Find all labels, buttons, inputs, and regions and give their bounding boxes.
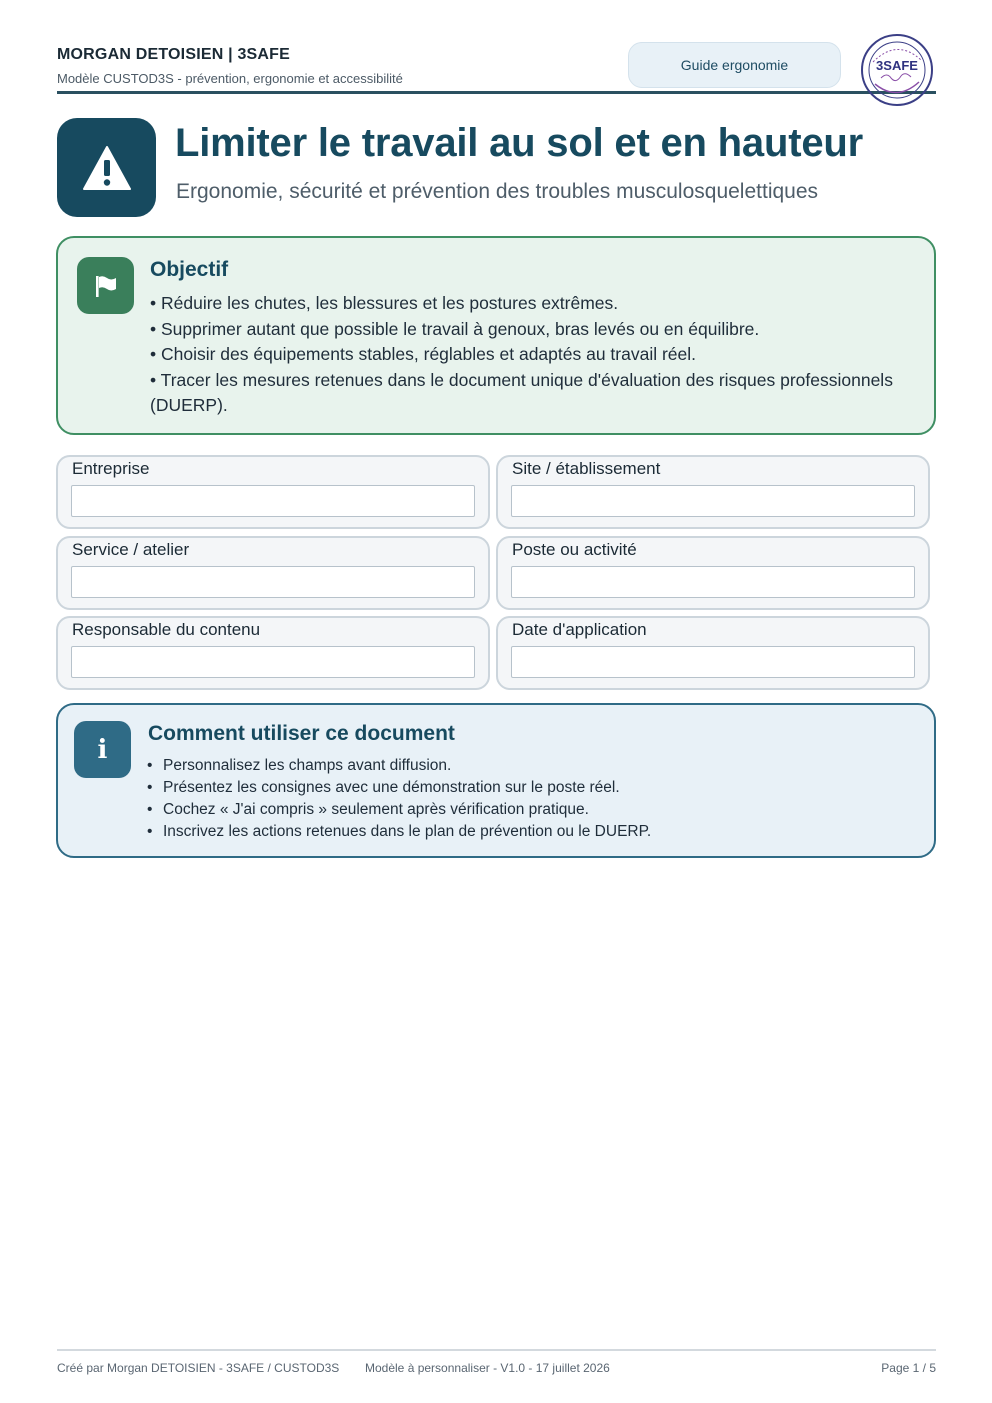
objective-list — [150, 291, 910, 419]
page-header — [57, 40, 936, 94]
field-responsable — [56, 616, 490, 690]
usage-info-box — [56, 703, 936, 858]
company-stamp-logo — [859, 32, 935, 108]
field-label: Entreprise — [72, 459, 150, 478]
guide-badge: Guide ergonomie — [628, 42, 841, 88]
info-list — [147, 755, 907, 843]
info-icon: i — [74, 721, 131, 778]
list-item: • Inscrivez les actions retenues dans le plan de prévention ou le DUERP. — [147, 821, 907, 843]
list-item: • Tracer les mesures retenues dans le document unique d'évaluation des risques professionnels (DUERP). — [150, 369, 893, 415]
poste-input[interactable] — [511, 566, 915, 598]
field-site — [496, 455, 930, 529]
field-label: Service / atelier — [72, 540, 190, 559]
field-service — [56, 536, 490, 610]
footer-credit: Créé par Morgan DETOISIEN - 3SAFE / CUSTOD3S — [57, 1361, 340, 1375]
list-item: • Choisir des équipements stables, réglables et adaptés au travail réel. — [150, 344, 697, 364]
objective-title: Objectif — [150, 258, 229, 281]
footer-divider — [57, 1349, 936, 1351]
date-input[interactable] — [511, 646, 915, 678]
site-input[interactable] — [511, 485, 915, 517]
responsable-input[interactable] — [71, 646, 475, 678]
field-date — [496, 616, 930, 690]
service-input[interactable] — [71, 566, 475, 598]
field-label: Poste ou activité — [512, 540, 637, 559]
page-number: Page 1 / 5 — [881, 1361, 936, 1375]
page-subtitle: Ergonomie, sécurité et prévention des troubles musculosquelettiques — [176, 180, 819, 203]
footer-version: Modèle à personnaliser - V1.0 - 17 juillet 2026 — [365, 1361, 610, 1375]
list-item: • Personnalisez les champs avant diffusion. — [147, 755, 907, 777]
info-title: Comment utiliser ce document — [148, 722, 455, 745]
entreprise-input[interactable] — [71, 485, 475, 517]
list-item: • Supprimer autant que possible le travail à genoux, bras levés ou en équilibre. — [150, 318, 760, 339]
field-label: Site / établissement — [512, 459, 661, 478]
objective-box — [56, 236, 936, 435]
field-poste — [496, 536, 930, 610]
page-title: Limiter le travail au sol et en hauteur — [175, 121, 863, 165]
field-label: Date d'application — [512, 620, 647, 639]
list-item: • Cochez « J'ai compris » seulement après vérification pratique. — [147, 799, 907, 821]
model-subtitle: Modèle CUSTOD3S - prévention, ergonomie et accessibilité — [57, 71, 403, 86]
author-name: MORGAN DETOISIEN | 3SAFE — [57, 46, 291, 63]
flag-icon — [77, 257, 134, 314]
field-entreprise — [56, 455, 490, 529]
list-item: • Réduire les chutes, les blessures et les postures extrêmes. — [150, 293, 619, 313]
field-label: Responsable du contenu — [72, 620, 261, 639]
svg-text:3SAFE: 3SAFE — [876, 58, 918, 73]
list-item: • Présentez les consignes avec une démonstration sur le poste réel. — [147, 777, 907, 799]
warning-icon — [57, 118, 156, 217]
